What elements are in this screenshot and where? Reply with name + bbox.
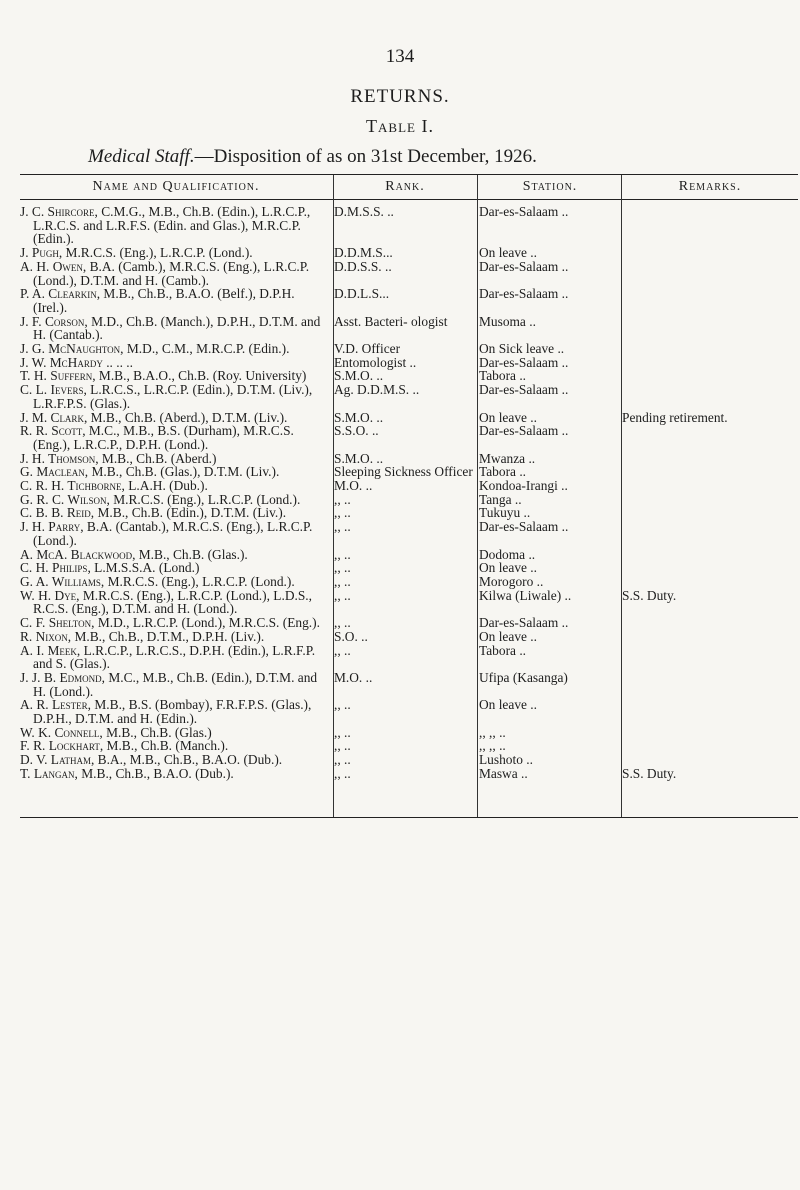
- staff-name: J. W. McHardy: [20, 354, 103, 370]
- rank-cell: ,, ..: [334, 738, 351, 753]
- table-subheading: Table I.: [366, 116, 434, 136]
- staff-name: G. A. Williams,: [20, 573, 105, 589]
- staff-qualification: L.R.C.P., L.R.C.S., D.P.H. (Edin.), L.R.F.P. and S. (Glas.).: [33, 642, 316, 672]
- staff-qualification: M.C., M.B., Ch.B. (Edin.), D.T.M. and H. (Lond.).: [33, 669, 318, 699]
- rank-cell: ,, ..: [334, 725, 351, 740]
- staff-entry: [20, 698, 332, 725]
- rank-cell: ,, ..: [334, 643, 351, 658]
- staff-entry: [20, 493, 332, 507]
- staff-name: P. A. Clearkin,: [20, 286, 101, 302]
- header-rank: Rank.: [385, 179, 425, 194]
- staff-qualification: L.M.S.S.A. (Lond.): [90, 560, 200, 576]
- rank-cell: D.D.S.S. ..: [334, 259, 392, 274]
- rank-cell: ,, ..: [334, 766, 351, 781]
- station-cell: Dodoma ..: [479, 547, 536, 562]
- page-number: 134: [385, 46, 415, 67]
- staff-qualification: M.B., Ch.B. (Aberd.), D.T.M. (Liv.).: [87, 409, 288, 425]
- rank-cell: M.O. ..: [334, 478, 373, 493]
- staff-qualification: M.B., Ch.B. (Glas.).: [135, 546, 248, 562]
- station-cell: Dar-es-Salaam ..: [479, 423, 569, 438]
- staff-entry: [20, 739, 332, 753]
- remarks-cell: Pending retirement.: [622, 410, 728, 425]
- staff-table: [20, 174, 798, 818]
- staff-qualification: M.B., Ch.B. (Aberd.): [98, 450, 217, 466]
- column-divider: [621, 175, 622, 817]
- staff-entry: [20, 575, 332, 589]
- staff-name: W. H. Dye,: [20, 587, 80, 603]
- station-cell: Mwanza ..: [479, 451, 536, 466]
- rank-cell: S.O. ..: [334, 629, 368, 644]
- names-column: [20, 205, 332, 781]
- staff-entry: [20, 630, 332, 644]
- staff-name: R. R. Scott,: [20, 423, 86, 439]
- staff-entry: [20, 383, 332, 410]
- staff-entry: [20, 671, 332, 698]
- staff-qualification: B.A., M.B., Ch.B., B.A.O. (Dub.).: [94, 752, 283, 768]
- staff-qualification: M.B., B.A.O., Ch.B. (Roy. University): [95, 368, 307, 384]
- staff-entry: [20, 260, 332, 287]
- staff-name: C. F. Shelton,: [20, 615, 95, 631]
- station-cell: Musoma ..: [479, 314, 536, 329]
- staff-name: J. C. Shircore,: [20, 204, 98, 219]
- staff-qualification: M.B., Ch.B. (Manch.).: [103, 738, 229, 754]
- rank-cell: Sleeping Sickness Officer: [334, 464, 473, 479]
- station-cell: Tabora ..: [479, 464, 527, 479]
- staff-qualification: L.A.H. (Dub.).: [124, 478, 208, 494]
- staff-qualification: M.B., Ch.B., D.T.M., D.P.H. (Liv.).: [71, 628, 265, 644]
- staff-entry: [20, 589, 332, 616]
- rank-cell: ,, ..: [334, 574, 351, 589]
- station-cell: On leave ..: [479, 410, 538, 425]
- staff-name: J. H. Thomson,: [20, 450, 99, 466]
- staff-entry: [20, 287, 332, 314]
- station-cell: Dar-es-Salaam ..: [479, 355, 569, 370]
- rank-cell: S.M.O. ..: [334, 368, 384, 383]
- rank-cell: V.D. Officer: [334, 341, 401, 356]
- station-cell: Dar-es-Salaam ..: [479, 382, 569, 397]
- rank-cell: ,, ..: [334, 615, 351, 630]
- rank-cell: ,, ..: [334, 752, 351, 767]
- rank-cell: ,, ..: [334, 519, 351, 534]
- staff-name: C. B. B. Reid,: [20, 505, 95, 521]
- header-remarks: Remarks.: [678, 179, 742, 194]
- staff-name: F. R. Lockhart,: [20, 738, 104, 754]
- station-cell: Dar-es-Salaam ..: [479, 286, 569, 301]
- staff-qualification: .. .. ..: [102, 354, 133, 370]
- station-cell: On leave ..: [479, 560, 538, 575]
- staff-name: J. J. B. Edmond,: [20, 669, 105, 685]
- staff-entry: [20, 644, 332, 671]
- staff-name: J. F. Corson,: [20, 313, 88, 329]
- staff-name: A. I. Meek,: [20, 642, 81, 658]
- staff-qualification: M.D., L.R.C.P. (Lond.), M.R.C.S. (Eng.).: [94, 615, 320, 631]
- staff-name: J. G. McNaughton,: [20, 341, 124, 357]
- staff-name: C. L. Ievers,: [20, 382, 87, 398]
- staff-name: C. R. H. Tichborne,: [20, 478, 125, 494]
- staff-entry: [20, 561, 332, 575]
- station-cell: On leave ..: [479, 697, 538, 712]
- staff-name: T. Langan,: [20, 765, 78, 781]
- station-cell: Kondoa-Irangi ..: [479, 478, 568, 493]
- staff-qualification: M.B., Ch.B. (Edin.), D.T.M. (Liv.).: [94, 505, 287, 521]
- staff-name: G. Maclean,: [20, 464, 89, 480]
- caption-text: —Disposition of as on 31st December, 1926.: [194, 146, 537, 167]
- staff-name: G. R. C. Wilson,: [20, 491, 110, 507]
- staff-qualification: L.R.C.S., L.R.C.P. (Edin.), D.T.M. (Liv.), L.R.F.P.S. (Glas.).: [33, 382, 313, 411]
- station-cell: Dar-es-Salaam ..: [479, 259, 569, 274]
- rank-cell: Entomologist ..: [334, 355, 417, 370]
- staff-name: R. Nixon,: [20, 628, 72, 644]
- staff-entry: [20, 452, 332, 466]
- rank-cell: Ag. D.D.M.S. ..: [334, 382, 420, 397]
- staff-entry: [20, 767, 332, 781]
- rank-cell: ,, ..: [334, 560, 351, 575]
- rank-cell: ,, ..: [334, 588, 351, 603]
- station-cell: On leave ..: [479, 629, 538, 644]
- station-cell: ,, ,, ..: [479, 725, 506, 740]
- rank-cell: ,, ..: [334, 697, 351, 712]
- staff-qualification: M.R.C.S. (Eng.), L.R.C.P. (Lond.).: [104, 573, 295, 589]
- staff-qualification: M.R.C.S. (Eng.), L.R.C.P. (Lond.).: [109, 491, 301, 507]
- staff-name: W. K. Connell,: [20, 724, 103, 740]
- staff-entry: [20, 479, 332, 493]
- caption-italic: Medical Staff.: [88, 146, 195, 167]
- staff-qualification: M.B., B.S. (Bombay), F.R.F.P.S. (Glas.), D.P.H., D.T.M. and H. (Edin.).: [33, 697, 312, 727]
- staff-entry: [20, 246, 332, 260]
- station-cell: Lushoto ..: [479, 752, 533, 767]
- staff-name: J. Pugh,: [20, 245, 63, 261]
- staff-entry: [20, 411, 332, 425]
- rank-cell: D.D.L.S...: [334, 286, 390, 301]
- remarks-cell: S.S. Duty.: [622, 766, 677, 781]
- column-divider: [477, 175, 478, 817]
- staff-qualification: M.B., Ch.B., B.A.O. (Dub.).: [77, 765, 234, 781]
- station-cell: Dar-es-Salaam ..: [479, 204, 569, 219]
- station-cell: On leave ..: [479, 245, 538, 260]
- staff-name: D. V. Latham,: [20, 752, 95, 768]
- table-caption: [88, 146, 768, 168]
- station-cell: Tabora ..: [479, 643, 527, 658]
- staff-name: T. H. Suffern,: [20, 368, 96, 384]
- station-cell: Maswa ..: [479, 766, 528, 781]
- staff-entry: [20, 356, 332, 370]
- rank-cell: ,, ..: [334, 505, 351, 520]
- staff-qualification: M.D., Ch.B. (Manch.), D.P.H., D.T.M. and H. (Cantab.).: [33, 313, 321, 343]
- station-cell: Dar-es-Salaam ..: [479, 615, 569, 630]
- staff-qualification: M.D., C.M., M.R.C.P. (Edin.).: [123, 341, 290, 357]
- staff-entry: [20, 465, 332, 479]
- table-header: [20, 175, 798, 200]
- staff-entry: [20, 342, 332, 356]
- staff-qualification: M.B., Ch.B. (Glas.): [102, 724, 212, 740]
- staff-qualification: M.R.C.S. (Eng.), L.R.C.P. (Lond.).: [62, 245, 253, 261]
- staff-qualification: M.B., Ch.B. (Glas.), D.T.M. (Liv.).: [88, 464, 280, 480]
- header-name: Name and Qualification.: [92, 179, 260, 194]
- staff-name: A. McA. Blackwood,: [20, 546, 136, 562]
- staff-qualification: M.R.C.S. (Eng.), L.R.C.P. (Lond.), L.D.S., R.C.S. (Eng.), D.T.M. and H. (Lond.).: [33, 587, 312, 617]
- rank-cell: S.M.O. ..: [334, 451, 384, 466]
- rank-cell: D.D.M.S...: [334, 245, 393, 260]
- staff-name: J. M. Clark,: [20, 409, 88, 425]
- header-station: Station.: [522, 179, 578, 194]
- station-cell: On Sick leave ..: [479, 341, 565, 356]
- staff-entry: [20, 506, 332, 520]
- station-cell: Morogoro ..: [479, 574, 544, 589]
- rank-cell: ,, ..: [334, 547, 351, 562]
- staff-entry: [20, 753, 332, 767]
- station-cell: Tanga ..: [479, 492, 522, 507]
- rank-cell: D.M.S.S. ..: [334, 204, 394, 219]
- staff-entry: [20, 205, 332, 246]
- remarks-cell: S.S. Duty.: [622, 588, 677, 603]
- page-heading: RETURNS.: [350, 86, 450, 107]
- station-cell: Tukuyu ..: [479, 505, 531, 520]
- station-cell: Dar-es-Salaam ..: [479, 519, 569, 534]
- staff-entry: [20, 424, 332, 451]
- rank-cell: ,, ..: [334, 492, 351, 507]
- station-cell: ,, ,, ..: [479, 738, 506, 753]
- staff-entry: [20, 726, 332, 740]
- staff-name: J. H. Parry,: [20, 519, 84, 535]
- staff-name: A. H. Owen,: [20, 258, 87, 274]
- rank-cell: S.S.O. ..: [334, 423, 379, 438]
- staff-qualification: B.A. (Cantab.), M.R.C.S. (Eng.), L.R.C.P. (Lond.).: [33, 519, 313, 548]
- staff-name: C. H. Philips,: [20, 560, 91, 576]
- staff-entry: [20, 616, 332, 630]
- staff-entry: [20, 520, 332, 547]
- station-cell: Tabora ..: [479, 368, 527, 383]
- staff-qualification: C.M.G., M.B., Ch.B. (Edin.), L.R.C.P., L.R.C.S. and L.R.F.S. (Edin. and Glas.), M.R.C.P. (Edin.).: [33, 204, 311, 247]
- rank-cell: S.M.O. ..: [334, 410, 384, 425]
- rank-cell: Asst. Bacteri- ologist: [334, 314, 448, 329]
- staff-entry: [20, 369, 332, 383]
- staff-entry: [20, 315, 332, 342]
- rank-cell: M.O. ..: [334, 670, 373, 685]
- station-cell: Kilwa (Liwale) ..: [479, 588, 572, 603]
- staff-qualification: B.A. (Camb.), M.R.C.S. (Eng.), L.R.C.P. (Lond.), D.T.M. and H. (Camb.).: [33, 258, 310, 288]
- station-cell: Ufipa (Kasanga): [479, 670, 568, 685]
- staff-qualification: M.C., M.B., B.S. (Durham), M.R.C.S. (Eng.), L.R.C.P., D.P.H. (Lond.).: [33, 423, 294, 452]
- staff-entry: [20, 548, 332, 562]
- staff-name: A. R. Lester,: [20, 697, 92, 713]
- staff-qualification: M.B., Ch.B., B.A.O. (Belf.), D.P.H. (Irel.).: [33, 286, 295, 315]
